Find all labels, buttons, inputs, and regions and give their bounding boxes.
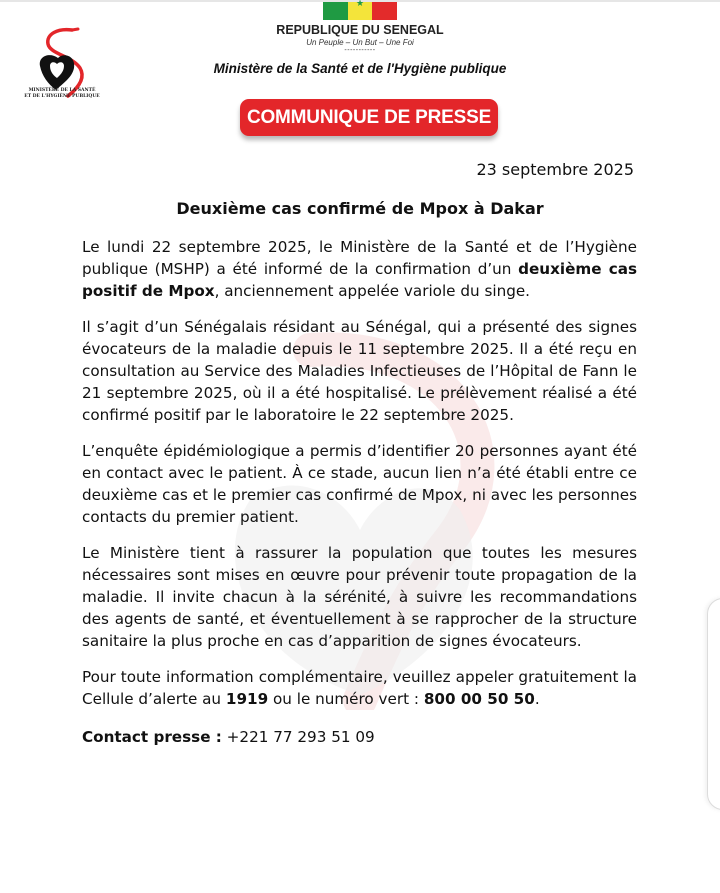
p5-text-e: . [534, 690, 540, 708]
alert-number: 1919 [225, 690, 269, 708]
edge-card-overlay [707, 598, 720, 810]
press-contact [82, 726, 637, 748]
document-date: 23 septembre 2025 [476, 160, 634, 179]
document-body [82, 236, 637, 762]
contact-label: Contact presse : [82, 728, 222, 746]
toll-free-number: 800 00 50 50 [423, 690, 535, 708]
logo-caption [22, 88, 102, 100]
contact-phone: +221 77 293 51 09 [221, 728, 375, 746]
paragraph-5 [82, 666, 637, 710]
p1-bold: deuxième cas positif de Mpox [82, 260, 637, 300]
p5-text-c: ou le numéro vert : [268, 690, 424, 708]
paragraph-2: Il s’agit d’un Sénégalais résidant au Sénégal, qui a présenté des signes évocateurs de la maladie depuis le 11 septembre 2025. Il a été reçu en consultation au Service des Maladies Infectieuses de l’Hôpital de Fann le 21 septembre 2025, où il a été hospitalisé. Le prélèvement réalisé a été confirmé positif par le laboratoire le 22 septembre 2025. [82, 318, 637, 424]
flag-red-band [372, 2, 397, 20]
paragraph-1 [82, 236, 637, 302]
press-release-badge: COMMUNIQUE DE PRESSE [240, 99, 498, 136]
senegal-flag [323, 2, 397, 20]
logo-caption-line1: MINISTÈRE DE LA SANTÉ [28, 88, 96, 93]
logo-caption-line2: ET DE L'HYGIÈNE PUBLIQUE [24, 94, 100, 99]
flag-green-band [323, 2, 348, 20]
document-title: Deuxième cas confirmé de Mpox à Dakar [176, 199, 544, 218]
country-name: REPUBLIQUE DU SENEGAL [276, 23, 444, 37]
star-icon: ★ [355, 0, 365, 9]
p5-text-a: Pour toute information complémentaire, veuillez appeler gratuitement la Cellule d’alerte au [82, 668, 637, 708]
national-motto: Un Peuple – Un But – Une Foi [306, 38, 414, 47]
p1-text-c: , anciennement appelée variole du singe. [214, 282, 531, 300]
paragraph-3: L’enquête épidémiologique a permis d’identifier 20 personnes ayant été en contact avec le patient. À ce stade, aucun lien n’a été établi entre ce deuxième cas et le premier cas confirmé de Mpox, ni avec les personnes contacts du premier patient. [82, 442, 637, 526]
p1-text-a: Le lundi 22 septembre 2025, le Ministère de la Santé et de l’Hygiène publique (MSHP) a été informé de la confirmation d’un [82, 238, 637, 278]
header-separator: ----------- [344, 47, 376, 54]
paragraph-4: Le Ministère tient à rassurer la population que toutes les mesures nécessaires sont mises en œuvre pour prévenir toute propagation de la maladie. Il invite chacun à la sérénité, à suivre les recommandations des agents de santé, et éventuellement à se rapprocher de la structure sanitaire la plus proche en cas d’apparition de signes évocateurs. [82, 544, 637, 650]
flag-yellow-band [348, 2, 373, 20]
ministry-name: Ministère de la Santé et de l'Hygiène publique [213, 61, 507, 76]
